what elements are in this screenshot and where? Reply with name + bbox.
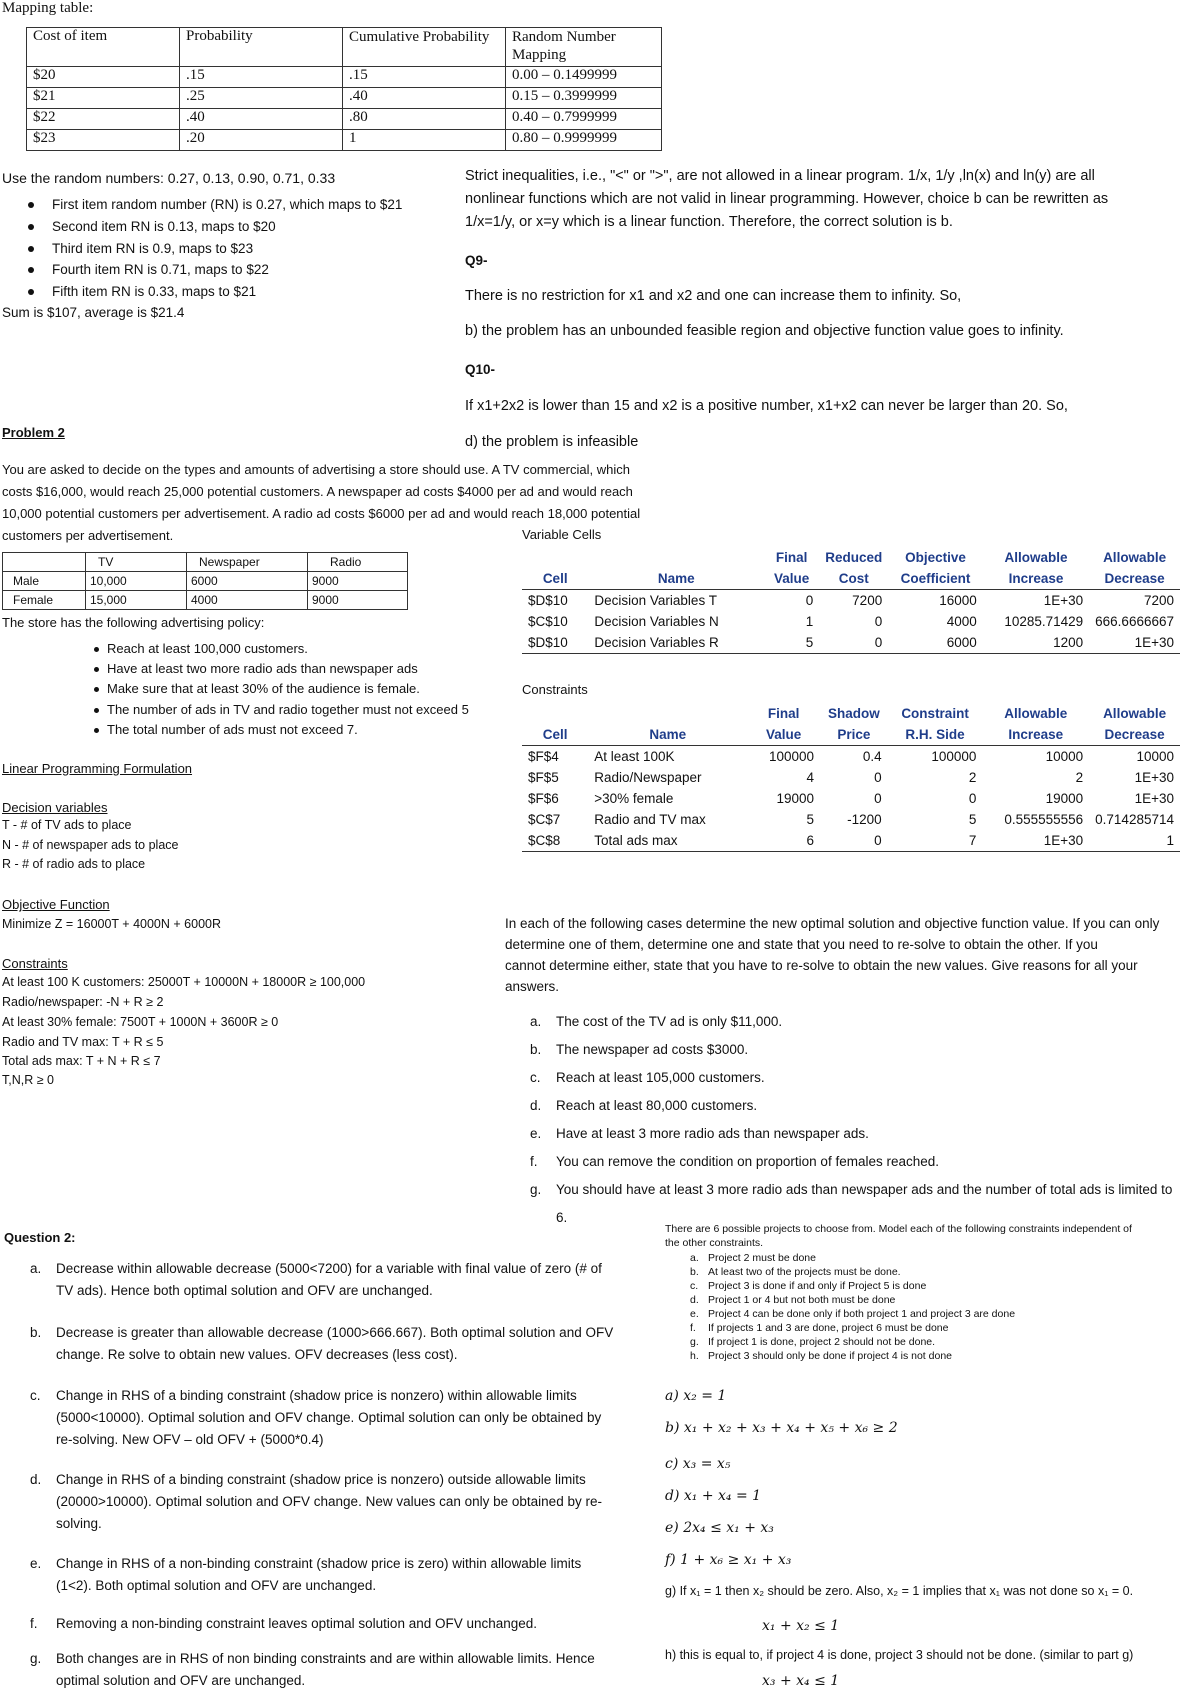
table-header: Reduced [825,550,883,565]
case-item: d. Reach at least 80,000 customers. [530,1098,758,1113]
table-header: Allowable [1004,706,1068,721]
table-header: Increase [983,568,1089,590]
dv-item: N - # of newspaper ads to place [2,838,179,852]
table-cell: 9000 [308,591,408,610]
q10-label: Q10- [465,362,496,377]
project-answer: d) x₁ + x₄ = 1 [665,1488,762,1504]
list-item: d. Project 1 or 4 but not both must be done [690,1294,896,1306]
variable-cells-table [522,547,1180,654]
table-row [27,109,662,130]
bullet-icon [94,687,99,692]
project-answer: g) If x₁ = 1 then x₂ should be zero. Also, x₂ = 1 implies that x₁ was not done so x₁ = 0. [665,1584,1134,1598]
table-cell: 2 [1075,770,1084,785]
bullet-icon [94,667,99,672]
table-header: Newspaper [187,553,308,572]
q8-line: nonlinear functions which are not valid in linear programming. However, choice b can be rewritten as [465,191,1109,207]
table-cell: 6000 [946,635,977,650]
sum-line: Sum is $107, average is $21.4 [2,305,185,320]
table-header: Decrease [1089,568,1180,590]
table-cell: 0.555555556 [1004,812,1084,827]
case-item: f. You can remove the condition on proportion of females reached. [530,1154,939,1169]
table-cell: $C$10 [528,614,568,629]
problem2-intro: customers per advertisement. [2,528,174,543]
table-header [522,703,588,724]
table-header: Radio [308,553,408,572]
table-cell: $F$5 [528,770,559,785]
list-item: c. Project 3 is done if and only if Project 5 is done [690,1280,927,1292]
table-cell: 7200 [1143,593,1174,608]
table-header-row [522,568,1180,590]
mapping-title: Mapping table: [2,0,94,16]
table-row [522,746,1180,768]
list-item: Make sure that at least 30% of the audience is female. [94,681,420,696]
table-cell: .40 [343,88,506,109]
project-answer: a) x₂ = 1 [665,1388,727,1404]
answer-item: d. Change in RHS of a binding constraint (shadow price is nonzero) outside allowable limits (20000>10000). Optimal solution and OFV change. New values can only be obtained by re- solving. [30,1472,602,1531]
list-item: a. Project 2 must be done [690,1252,816,1264]
table-row [522,767,1180,788]
table-cell: 9000 [308,572,408,591]
table-cell: $22 [27,109,180,130]
table-header: Probability [180,28,343,67]
table-header [588,703,747,724]
list-item: Have at least two more radio ads than newspaper ads [94,661,418,676]
problem2-intro: You are asked to decide on the types and amounts of advertising a store should use. A TV commercial, which [2,462,630,477]
list-item: Fourth item RN is 0.71, maps to $22 [28,262,269,277]
table-header-row [27,28,662,67]
table-cell: 19000 [776,791,815,806]
table-header: Cell [522,724,588,746]
table-cell: 100000 [931,749,977,764]
table-header-row [522,547,1180,568]
table-cell: 1E+30 [1134,635,1174,650]
table-cell: Male [3,572,86,591]
table-header: Final [775,550,808,565]
random-numbers-line: Use the random numbers: 0.27, 0.13, 0.90, 0.71, 0.33 [2,170,336,186]
table-cell: 666.6666667 [1095,614,1174,629]
dv-item: T - # of TV ads to place [2,818,132,832]
table-cell: 16000 [939,593,977,608]
problem2-title: Problem 2 [2,425,65,440]
table-cell: 0.714285714 [1095,812,1174,827]
table-cell: $21 [27,88,180,109]
case-item-continuation: 6. [556,1210,568,1225]
table-header-row [522,724,1180,746]
table-header: Cumulative Probability [343,28,506,67]
table-cell: 0 [874,770,882,785]
table-header: Coefficient [888,568,983,590]
case-item: c. Reach at least 105,000 customers. [530,1070,765,1085]
table-header: R.H. Side [888,724,983,746]
bullet-icon [28,202,34,208]
cases-intro: In each of the following cases determine the new optimal solution and objective function value. If you can only [505,916,1160,931]
bullet-icon [28,224,34,230]
table-header: Allowable [1103,706,1167,721]
table-cell: $D$10 [528,593,568,608]
project-answer: b) x₁ + x₂ + x₃ + x₄ + x₅ + x₆ ≥ 2 [665,1420,898,1436]
table-cell: $20 [27,67,180,88]
constraint-line: Radio/newspaper: -N + R ≥ 2 [2,995,164,1009]
table-cell: 0 [874,614,883,629]
constraint-line: Total ads max: T + N + R ≤ 7 [2,1054,161,1068]
projects-intro: There are 6 possible projects to choose from. Model each of the following constraints independent of [665,1223,1132,1235]
table-cell: 0.80 – 0.9999999 [506,130,662,151]
table-row [522,590,1180,612]
table-cell: 1200 [1053,635,1084,650]
table-cell: 10,000 [86,572,187,591]
table-cell: $F$4 [528,749,559,764]
bullet-icon [94,708,99,713]
table-cell: 4000 [946,614,977,629]
table-cell: 0 [874,833,882,848]
bullet-icon [28,267,34,273]
table-header [522,547,588,568]
mapping-table [26,27,662,151]
table-cell: $C$7 [528,812,561,827]
table-header: Name [588,568,764,590]
table-cell: 4000 [187,591,308,610]
bullet-icon [28,289,34,295]
ads-table [2,552,408,610]
table-cell: 10000 [1136,749,1174,764]
bullet-icon [94,647,99,652]
table-cell: 19000 [1045,791,1084,806]
table-header [3,553,86,572]
table-cell: 1 [1166,833,1174,848]
table-cell: 1 [805,614,814,629]
table-cell: 4 [806,770,815,785]
cases-intro: determine one of them, determine one and state that you need to re-solve to obtain the other. If you [505,937,1098,952]
table-cell: 5 [968,812,977,827]
q10-text: If x1+2x2 is lower than 15 and x2 is a positive number, x1+x2 can never be larger than 20. So, [465,398,1068,414]
table-cell: .20 [180,130,343,151]
table-header: Final [767,706,800,721]
answer-item: a. Decrease within allowable decrease (5000<7200) for a variable with final value of zero (# of TV ads). Hence both optimal solution and OFV are unchanged. [30,1261,602,1298]
table-cell: >30% female [594,791,674,806]
table-header: Increase [982,724,1089,746]
table-cell: 10285.71429 [1004,614,1084,629]
table-cell: 5 [805,635,814,650]
projects-intro: the other constraints. [665,1237,764,1249]
table-header: TV [86,553,187,572]
problem2-intro: 10,000 potential customers per advertisement. A radio ad costs $6000 per ad and would reach 18,000 potential [2,506,641,521]
list-item: Second item RN is 0.13, maps to $20 [28,219,276,234]
project-equation: x₃ + x₄ ≤ 1 [762,1673,840,1689]
table-cell: .25 [180,88,343,109]
table-row [522,830,1180,852]
constraints-title: Constraints [2,956,68,971]
table-header: Random Number Mapping [506,28,662,67]
table-row [522,632,1180,654]
bullet-icon [28,246,34,252]
list-item: Reach at least 100,000 customers. [94,641,308,656]
q9-answer: b) the problem has an unbounded feasible region and objective function value goes to infinity. [465,323,1064,339]
table-cell: 10000 [1045,749,1084,764]
project-equation: x₁ + x₂ ≤ 1 [762,1618,840,1634]
table-cell: -1200 [847,812,882,827]
answer-item: e. Change in RHS of a non-binding constraint (shadow price is zero) within allowable limits (1<2). Both optimal solution and OFV are unchanged. [30,1556,582,1593]
table-header: Cell [522,568,588,590]
table-header: Name [588,724,747,746]
table-cell: 7 [968,833,977,848]
table-cell: 0.4 [862,749,882,764]
table-header: Allowable [1004,550,1068,565]
table-cell: 6000 [187,572,308,591]
q8-line: 1/x=1/y, or x=y which is a linear function. Therefore, the correct solution is b. [465,214,953,230]
table-row [522,611,1180,632]
list-item: b. At least two of the projects must be done. [690,1266,901,1278]
table-cell: 0.00 – 0.1499999 [506,67,662,88]
table-cell: Radio and TV max [594,812,706,827]
table-header: Decrease [1089,724,1180,746]
constraints-table [522,703,1180,852]
table-cell: Female [3,591,86,610]
table-row [522,809,1180,830]
table-cell: 1E+30 [1134,770,1174,785]
table-cell: 1E+30 [1043,833,1084,848]
table-cell: Total ads max [594,833,678,848]
table-cell: 0 [968,791,977,806]
constraint-line: At least 100 K customers: 25000T + 10000N + 18000R ≥ 100,000 [2,975,366,989]
dv-item: R - # of radio ads to place [2,857,146,871]
table-cell: 1E+30 [1043,593,1084,608]
q10-answer: d) the problem is infeasible [465,434,639,450]
table-header: Constraint [901,706,969,721]
answer-item: g. Both changes are in RHS of non binding constraints and are within allowable limits. Hence optimal solution and OFV are unchanged. [30,1651,595,1688]
constraint-line: Radio and TV max: T + R ≤ 5 [2,1035,164,1049]
obj-function: Minimize Z = 16000T + 4000N + 6000R [2,917,221,931]
dv-title: Decision variables [2,800,108,815]
constraints-report-title: Constraints [522,682,588,697]
table-header: Cost [819,568,888,590]
table-cell: .15 [180,67,343,88]
table-row [3,591,408,610]
variable-cells-title: Variable Cells [522,527,602,542]
list-item: The total number of ads must not exceed 7. [94,722,358,737]
table-header-row [3,553,408,572]
answer-item: f. Removing a non-binding constraint leaves optimal solution and OFV unchanged. [30,1616,538,1631]
list-item: f. If projects 1 and 3 are done, project 6 must be done [690,1322,949,1334]
table-header [588,547,764,568]
list-item: The number of ads in TV and radio together must not exceed 5 [94,702,469,717]
table-cell: 0 [805,593,814,608]
constraint-line: T,N,R ≥ 0 [2,1073,55,1087]
table-header: Price [820,724,888,746]
table-cell: Radio/Newspaper [594,770,702,785]
case-item: b. The newspaper ad costs $3000. [530,1042,749,1057]
case-item: a. The cost of the TV ad is only $11,000. [530,1014,783,1029]
list-item: Third item RN is 0.9, maps to $23 [28,241,253,256]
table-cell: .40 [180,109,343,130]
table-cell: 15,000 [86,591,187,610]
project-answer: e) 2x₄ ≤ x₁ + x₃ [665,1520,774,1536]
table-cell: $23 [27,130,180,151]
table-cell: Decision Variables T [594,593,717,608]
q9-text: There is no restriction for x1 and x2 and one can increase them to infinity. So, [465,288,962,304]
answer-item: b. Decrease is greater than allowable decrease (1000>666.667). Both optimal solution and OFV change. Re solve to obtain new values. OFV decreases (less cost). [30,1325,614,1362]
list-item: Fifth item RN is 0.33, maps to $21 [28,284,256,299]
q8-line: Strict inequalities, i.e., "<" or ">", are not allowed in a linear program. 1/x, 1/y ,ln(x) and ln(y) are all [465,168,1095,184]
table-cell: $C$8 [528,833,561,848]
table-cell: 2 [968,770,977,785]
table-header: Allowable [1103,550,1167,565]
table-cell: Decision Variables R [594,635,719,650]
table-cell: $D$10 [528,635,568,650]
q9-label: Q9- [465,253,488,268]
table-header: Value [764,568,819,590]
table-row [27,67,662,88]
table-cell: 100000 [768,749,815,764]
policy-title: The store has the following advertising policy: [2,615,265,630]
answer-item: c. Change in RHS of a binding constraint (shadow price is nonzero) within allowable limits (5000<10000). Optimal solution and OFV change. Optimal solution can only be obtained by re-solving. New OFV – old OFV + (5000*0.4) [30,1388,602,1447]
cases-intro: cannot determine either, state that you have to re-solve to obtain the new values. Give reasons for all your [505,958,1138,973]
list-item: g. If project 1 is done, project 2 should not be done. [690,1336,936,1348]
case-item: e. Have at least 3 more radio ads than newspaper ads. [530,1126,869,1141]
question2-title: Question 2: [4,1230,76,1245]
table-header: Cost of item [27,28,180,67]
table-cell: $F$6 [528,791,559,806]
list-item: h. Project 3 should only be done if project 4 is not done [690,1350,952,1362]
table-cell: 1 [343,130,506,151]
table-header: Value [747,724,820,746]
table-row [27,130,662,151]
table-cell: 5 [806,812,815,827]
table-header-row [522,703,1180,724]
table-header: Shadow [827,706,880,721]
problem2-intro: costs $16,000, would reach 25,000 potential customers. A newspaper ad costs $4000 per ad and would reach [2,484,633,499]
table-cell: 6 [806,833,815,848]
table-row [522,788,1180,809]
constraint-line: At least 30% female: 7500T + 1000N + 3600R ≥ 0 [2,1015,279,1029]
project-answer: f) 1 + x₆ ≥ x₁ + x₃ [665,1552,792,1568]
project-answer: c) x₃ = x₅ [665,1456,731,1472]
table-cell: 7200 [852,593,883,608]
table-cell: 0.15 – 0.3999999 [506,88,662,109]
table-cell: At least 100K [594,749,675,764]
project-answer: h) this is equal to, if project 4 is done, project 3 should not be done. (similar to part g) [665,1648,1134,1662]
table-header: Objective [905,550,966,565]
table-cell: 0.40 – 0.7999999 [506,109,662,130]
list-item: e. Project 4 can be done only if both project 1 and project 3 are done [690,1308,1016,1320]
table-row [27,88,662,109]
table-cell: 1E+30 [1134,791,1174,806]
obj-title: Objective Function [2,897,110,912]
table-cell: .15 [343,67,506,88]
table-row [3,572,408,591]
lp-title: Linear Programming Formulation [2,761,193,776]
case-item: g. You should have at least 3 more radio ads than newspaper ads and the number of total ads is limited to [530,1182,1173,1197]
projects-list [690,1251,1015,1363]
table-cell: 0 [874,791,882,806]
table-cell: 0 [874,635,883,650]
table-cell: Decision Variables N [594,614,719,629]
cases-intro: answers. [505,979,560,994]
table-cell: .80 [343,109,506,130]
list-item: First item random number (RN) is 0.27, which maps to $21 [28,197,402,212]
bullet-icon [94,728,99,733]
